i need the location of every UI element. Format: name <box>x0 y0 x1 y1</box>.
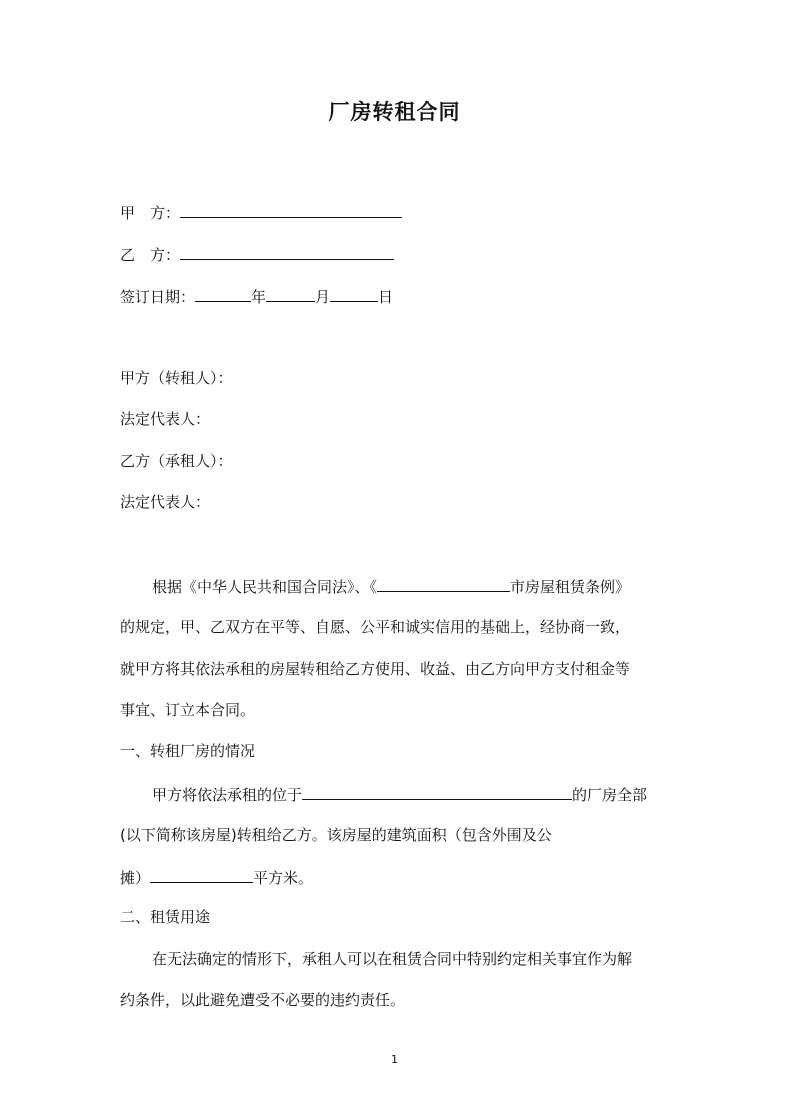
preamble-line-4: 事宜、订立本合同。 <box>120 701 256 719</box>
sign-date-line <box>120 285 393 307</box>
area-prefix: 摊） <box>120 869 151 887</box>
party-b-line <box>120 243 394 265</box>
month-label: 月 <box>315 288 331 306</box>
preamble-line-2: 的规定，甲、乙双方在平等、自愿、公平和诚实信用的基础上，经协商一致， <box>120 618 631 636</box>
year-label: 年 <box>251 288 267 306</box>
section-2-heading: 二、租赁用途 <box>120 908 211 926</box>
year-blank[interactable] <box>195 285 251 302</box>
party-b-label: 乙 方： <box>120 246 181 264</box>
page-number: 1 <box>391 1053 398 1066</box>
section-1-line-2: (以下简称该房屋)转租给乙方。该房屋的建筑面积（包含外围及公 <box>120 826 552 844</box>
document-title: 厂房转租合同 <box>328 99 461 124</box>
preamble-line-3: 就甲方将其依法承租的房屋转租给乙方使用、收益、由乙方向甲方支付租金等 <box>120 660 631 678</box>
month-blank[interactable] <box>266 285 315 302</box>
party-a-label: 甲 方： <box>120 204 181 222</box>
area-blank[interactable] <box>150 866 253 883</box>
day-label: 日 <box>378 288 394 306</box>
section-2-line-1: 在无法确定的情形下，承租人可以在租赁合同中特别约定相关事宜作为解 <box>152 950 633 968</box>
party-b-blank[interactable] <box>180 243 394 260</box>
day-blank[interactable] <box>330 285 378 302</box>
section-1-heading: 一、转租厂房的情况 <box>120 742 256 760</box>
section-1-line-3 <box>120 866 313 888</box>
party-a-line <box>120 201 402 223</box>
preamble-start: 根据《中华人民共和国合同法》、《 <box>152 578 378 596</box>
location-label: 甲方将依法承租的位于 <box>152 786 303 804</box>
city-blank[interactable] <box>377 575 510 592</box>
party-a-representative: 法定代表人： <box>120 410 211 428</box>
preamble-end: 市房屋租赁条例》 <box>510 578 631 596</box>
party-b-representative: 法定代表人： <box>120 493 211 511</box>
section-2-line-2: 约条件，以此避免遭受不必要的违约责任。 <box>120 991 406 1009</box>
location-suffix: 的厂房全部 <box>572 786 648 804</box>
preamble-line-1 <box>152 575 630 597</box>
party-a-lessor: 甲方（转租人）： <box>120 369 233 387</box>
section-1-line-1 <box>152 783 647 805</box>
party-b-lessee: 乙方（承租人）： <box>120 452 233 470</box>
sign-date-label: 签订日期： <box>120 288 196 306</box>
area-unit: 平方米。 <box>253 869 314 887</box>
location-blank[interactable] <box>302 783 572 800</box>
party-a-blank[interactable] <box>180 201 402 218</box>
